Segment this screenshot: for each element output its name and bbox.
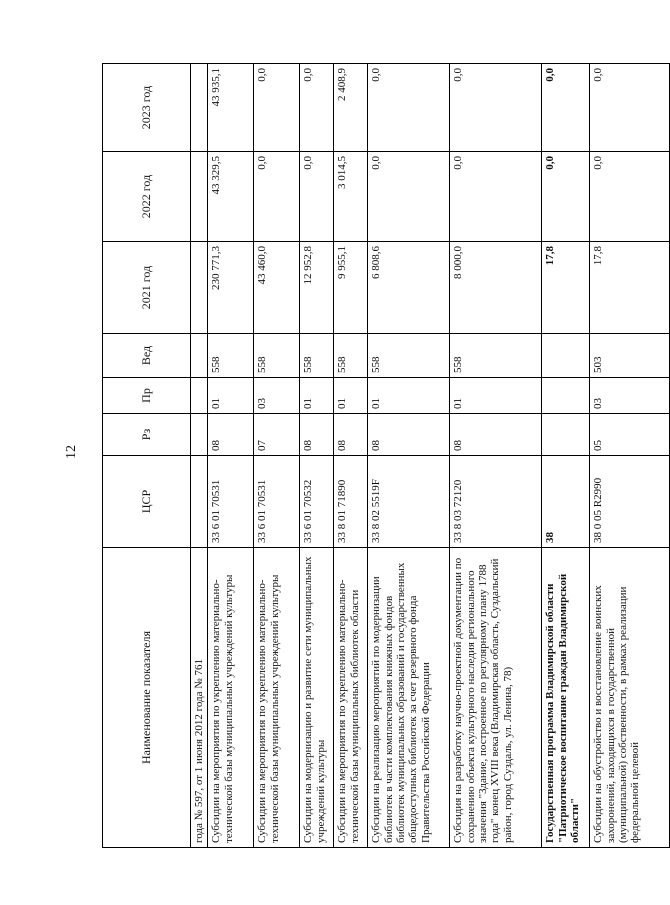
row-rz: 08 <box>334 414 368 456</box>
header-2022: 2022 год <box>103 152 191 242</box>
row-2021: 6 808,6 <box>368 242 450 334</box>
row-name: Субсидии на реализацию мероприятий по модернизации библиотек в части комплектования книжных фондов библиотек муниципальных образований и государственных общедоступных библиотек за счет резервного фонда Правительства Российской Федерации <box>368 548 450 848</box>
row-rz <box>542 414 590 456</box>
row-2023: 2 408,9 <box>334 64 368 152</box>
row-pr: 01 <box>334 378 368 414</box>
row-name: Субсидии на модернизацию и развитие сети муниципальных учреждений культуры <box>300 548 334 848</box>
row-2023: 0,0 <box>450 64 542 152</box>
row-pr: 01 <box>450 378 542 414</box>
table-row <box>542 64 590 848</box>
row-rz: 08 <box>450 414 542 456</box>
table-row <box>450 64 542 848</box>
row-csr: 33 8 02 5519F <box>368 456 450 548</box>
row-rz: 05 <box>590 414 670 456</box>
row-2022: 43 329,5 <box>208 152 254 242</box>
row-pr: 03 <box>590 378 670 414</box>
row-rz: 07 <box>254 414 300 456</box>
row-ved: 503 <box>590 334 670 378</box>
row-ved: 558 <box>334 334 368 378</box>
row-2021: 9 955,1 <box>334 242 368 334</box>
row-2021: 17,8 <box>542 242 590 334</box>
header-csr: ЦСР <box>103 456 191 548</box>
header-ved: Вед <box>103 334 191 378</box>
table-row <box>368 64 450 848</box>
row-2021: 8 000,0 <box>450 242 542 334</box>
row-ved <box>542 334 590 378</box>
table-row <box>254 64 300 848</box>
row-name: Субсидии на обустройство и восстановление воинских захоронений, находящихся в государственной (муниципальной) собственности, в рамках реализации федеральной целевой <box>590 548 670 848</box>
row-2023: 43 935,1 <box>208 64 254 152</box>
row-2022: 0,0 <box>590 152 670 242</box>
row-pr: 01 <box>368 378 450 414</box>
header-2021: 2021 год <box>103 242 191 334</box>
row-ved: 558 <box>208 334 254 378</box>
row-csr: 33 6 01 70532 <box>300 456 334 548</box>
row-2022: 0,0 <box>300 152 334 242</box>
header-rz: Рз <box>103 414 191 456</box>
row-2021: 43 460,0 <box>254 242 300 334</box>
table-row <box>590 64 670 848</box>
header-pr: Пр <box>103 378 191 414</box>
header-row <box>103 64 191 848</box>
row-pr: 01 <box>300 378 334 414</box>
row-ved: 558 <box>368 334 450 378</box>
row-ved: 558 <box>254 334 300 378</box>
row-2022: 0,0 <box>542 152 590 242</box>
row-2022: 0,0 <box>368 152 450 242</box>
row-name: Субсидии на мероприятия по укреплению материально-технической базы муниципальных библиотек области <box>334 548 368 848</box>
header-2023: 2023 год <box>103 64 191 152</box>
row-2023: 0,0 <box>542 64 590 152</box>
row-csr: 33 8 01 71890 <box>334 456 368 548</box>
table-row <box>208 64 254 848</box>
table-row <box>300 64 334 848</box>
header-name: Наименование показателя <box>103 548 191 848</box>
continuation-text: года № 597, от 1 июня 2012 года № 761 <box>191 548 208 848</box>
row-pr <box>542 378 590 414</box>
row-pr: 01 <box>208 378 254 414</box>
row-name: Субсидии на мероприятия по укреплению материально-технической базы муниципальных учреждений культуры <box>254 548 300 848</box>
row-csr: 33 6 01 70531 <box>254 456 300 548</box>
row-2021: 17,8 <box>590 242 670 334</box>
row-2023: 0,0 <box>300 64 334 152</box>
row-2023: 0,0 <box>368 64 450 152</box>
row-pr: 03 <box>254 378 300 414</box>
continuation-row <box>191 64 208 848</box>
row-csr: 33 6 01 70531 <box>208 456 254 548</box>
rotated-table-container <box>102 64 642 848</box>
row-2021: 230 771,3 <box>208 242 254 334</box>
row-2023: 0,0 <box>254 64 300 152</box>
row-2022: 0,0 <box>450 152 542 242</box>
row-name: Субсидия на разработку научно-проектной документации по сохранению объекта культурного наследия регионального значения "Здание, построенное по регулярному плану 1788 года" конец XVIII века (Владимирская область, Суздальский район, город Суздаль, ул. Ленина, 78) <box>450 548 542 848</box>
row-2023: 0,0 <box>590 64 670 152</box>
row-2021: 12 952,8 <box>300 242 334 334</box>
row-csr: 38 0 05 R2990 <box>590 456 670 548</box>
page-number: 12 <box>64 445 79 459</box>
row-ved: 558 <box>300 334 334 378</box>
row-rz: 08 <box>300 414 334 456</box>
row-csr: 38 <box>542 456 590 548</box>
budget-table <box>102 63 670 848</box>
row-ved: 558 <box>450 334 542 378</box>
row-rz: 08 <box>208 414 254 456</box>
row-name: Субсидии на мероприятия по укреплению материально-технической базы муниципальных учреждений культуры <box>208 548 254 848</box>
row-rz: 08 <box>368 414 450 456</box>
row-2022: 3 014,5 <box>334 152 368 242</box>
table-row <box>334 64 368 848</box>
row-csr: 33 8 03 72120 <box>450 456 542 548</box>
table-body <box>208 64 670 848</box>
row-2022: 0,0 <box>254 152 300 242</box>
row-name: Государственная программа Владимирской области "Патриотическое воспитание граждан Владимирской области" <box>542 548 590 848</box>
